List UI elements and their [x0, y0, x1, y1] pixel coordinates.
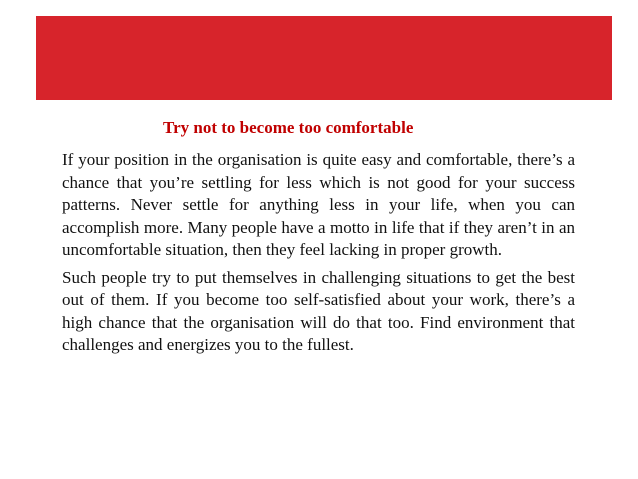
body-paragraph-2: Such people try to put themselves in challenging situations to get the best out of them. If you become too self-satisfied about your work, there’s a high chance that the organisation will do that too. Find environment that challenges and energizes you to the fullest.: [62, 267, 575, 354]
body-paragraph-1: If your position in the organisation is quite easy and comfortable, there’s a chance that you’re settling for less which is not good for your success patterns. Never settle for anything less in your life, when you can accomplish more. Many people have a motto in life that if they aren’t in an uncomfortable situation, then they feel lacking in proper growth.: [62, 150, 575, 259]
slide-body: [62, 149, 575, 357]
title-banner: [36, 16, 612, 100]
slide-heading: Try not to become too comfortable: [163, 118, 414, 137]
